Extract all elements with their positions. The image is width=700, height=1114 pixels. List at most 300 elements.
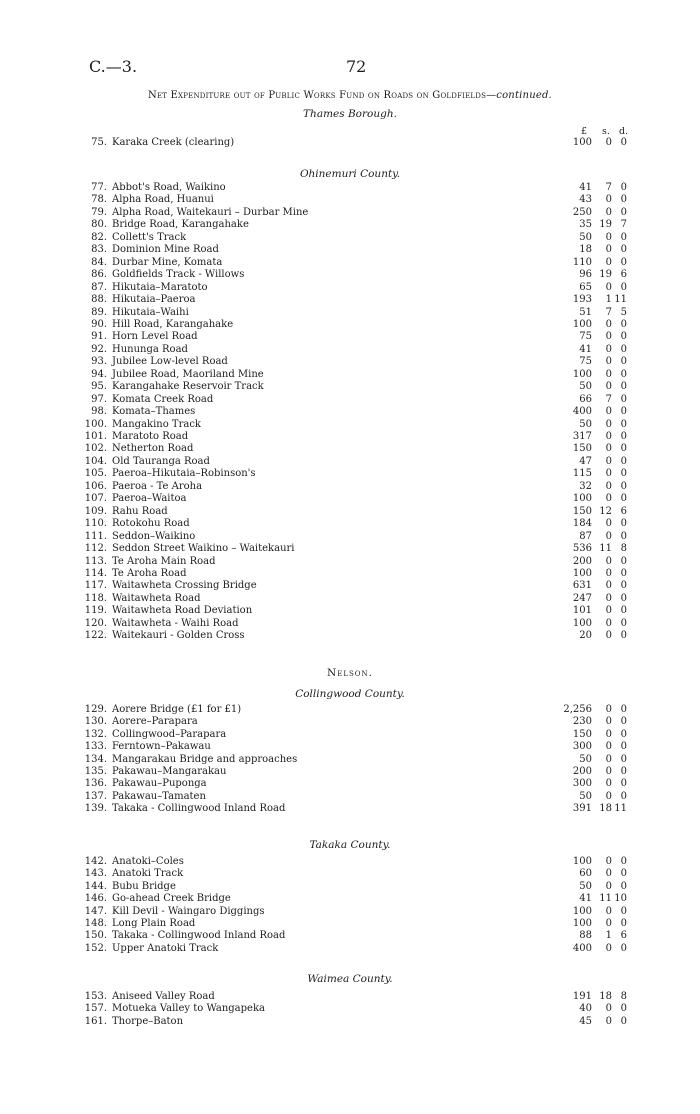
table-row <box>0 918 700 930</box>
amount-pounds: 230 <box>572 716 592 728</box>
amount-pounds: 100 <box>572 905 592 917</box>
item-number: 78. <box>91 194 107 206</box>
amount-pounds: 247 <box>572 592 592 604</box>
road-name: Bridge Road, Karangahake <box>112 219 249 231</box>
amount-pence: 0 <box>620 766 627 777</box>
amount-pounds: 100 <box>572 137 592 148</box>
amount-shillings: 18 <box>599 991 612 1002</box>
pence-header: d. <box>619 126 629 137</box>
table-row <box>0 991 700 1003</box>
road-name: Bubu Bridge <box>112 880 176 892</box>
amount-pence: 11 <box>614 294 627 306</box>
item-number: 104. <box>84 455 107 467</box>
amount-shillings: 0 <box>605 918 612 929</box>
amount-pounds: 100 <box>572 318 592 330</box>
item-number: 150. <box>84 930 107 942</box>
amount-pence: 10 <box>614 893 627 905</box>
amount-pence: 6 <box>620 505 627 517</box>
amount-pounds: 50 <box>579 381 592 393</box>
table-row <box>0 618 700 630</box>
amount-pounds: 45 <box>579 1015 592 1027</box>
amount-pence: 6 <box>620 930 627 942</box>
amount-pounds: 40 <box>579 1003 592 1015</box>
amount-shillings: 0 <box>605 343 612 355</box>
amount-pounds: 150 <box>572 728 592 740</box>
road-name: Pakawau–Mangarakau <box>112 766 227 777</box>
table-row <box>0 729 700 741</box>
road-name: Takaka - Collingwood Inland Road <box>112 930 286 942</box>
road-name: Waitawheta Road Deviation <box>112 605 253 617</box>
amount-pounds: 400 <box>572 942 592 954</box>
amount-pounds: 35 <box>579 219 592 231</box>
item-number: 137. <box>84 790 107 802</box>
amount-pounds: 100 <box>572 617 592 629</box>
road-name: Waitawheta Crossing Bridge <box>112 580 257 592</box>
item-number: 112. <box>84 543 107 555</box>
amount-shillings: 0 <box>605 592 612 604</box>
amount-pounds: 300 <box>572 741 592 753</box>
table-row <box>0 182 700 194</box>
item-number: 107. <box>84 493 107 505</box>
road-name: Hununga Road <box>112 343 188 355</box>
item-number: 86. <box>91 269 107 281</box>
item-number: 148. <box>84 918 107 929</box>
table-row <box>0 893 700 905</box>
road-name: Paeroa–Hikutaia–Robinson's <box>112 468 256 480</box>
table-row <box>0 803 700 815</box>
amount-pounds: 100 <box>572 493 592 505</box>
amount-pounds: 150 <box>572 443 592 455</box>
amount-shillings: 0 <box>605 281 612 293</box>
item-number: 117. <box>84 580 107 592</box>
table-row <box>0 257 700 269</box>
amount-shillings: 0 <box>605 716 612 728</box>
amount-shillings: 0 <box>605 704 612 715</box>
road-name: Seddon Street Waikino – Waitekauri <box>112 543 295 555</box>
district-heading: Nelson. <box>327 667 373 679</box>
amount-shillings: 0 <box>605 580 612 592</box>
amount-pence: 0 <box>620 331 627 343</box>
amount-pounds: 150 <box>572 505 592 517</box>
table-row <box>0 219 700 231</box>
table-row <box>0 531 700 543</box>
amount-shillings: 0 <box>605 617 612 629</box>
amount-pence: 0 <box>620 493 627 505</box>
road-name: Rahu Road <box>112 505 168 517</box>
amount-pounds: 400 <box>572 406 592 418</box>
amount-pounds: 96 <box>579 269 592 281</box>
table-row <box>0 778 700 790</box>
road-name: Collingwood–Parapara <box>112 728 227 740</box>
amount-pence: 0 <box>620 918 627 929</box>
table-row <box>0 704 700 716</box>
table-row <box>0 394 700 406</box>
item-number: 157. <box>84 1003 107 1015</box>
amount-pence: 0 <box>620 356 627 368</box>
table-row <box>0 1003 700 1015</box>
page-number: 72 <box>346 57 367 76</box>
amount-pence: 5 <box>620 306 627 318</box>
amount-pounds: 100 <box>572 368 592 380</box>
road-name: Netherton Road <box>112 443 194 455</box>
table-row <box>0 1016 700 1028</box>
amount-pence: 0 <box>620 567 627 579</box>
amount-shillings: 18 <box>599 803 612 815</box>
amount-pence: 0 <box>620 480 627 492</box>
table-row <box>0 356 700 368</box>
amount-pounds: 631 <box>572 580 592 592</box>
amount-shillings: 7 <box>605 182 612 193</box>
item-number: 105. <box>84 468 107 480</box>
item-number: 161. <box>84 1015 107 1027</box>
table-row <box>0 381 700 393</box>
road-name: Upper Anatoki Track <box>112 942 219 954</box>
amount-pounds: 115 <box>572 468 592 480</box>
road-name: Dominion Mine Road <box>112 244 219 256</box>
item-number: 88. <box>91 294 107 306</box>
item-number: 139. <box>84 803 107 815</box>
item-number: 111. <box>84 530 107 542</box>
amount-pence: 0 <box>620 790 627 802</box>
amount-pounds: 51 <box>579 306 592 318</box>
pounds-header: £ <box>581 126 588 137</box>
item-number: 94. <box>91 368 107 380</box>
amount-pounds: 65 <box>579 281 592 293</box>
amount-shillings: 1 <box>605 930 612 942</box>
amount-shillings: 0 <box>605 942 612 954</box>
amount-pounds: 66 <box>579 393 592 405</box>
amount-pence: 0 <box>620 206 627 218</box>
table-row <box>0 930 700 942</box>
section-heading: Ohinemuri County. <box>299 168 401 180</box>
amount-pence: 0 <box>620 406 627 418</box>
amount-shillings: 0 <box>605 518 612 530</box>
amount-pence: 0 <box>620 256 627 268</box>
amount-pence: 0 <box>620 741 627 753</box>
table-row <box>0 943 700 955</box>
road-name: Kill Devil - Waingaro Diggings <box>112 905 265 917</box>
road-name: Komata–Thames <box>112 406 196 418</box>
amount-pounds: 50 <box>579 753 592 765</box>
amount-pence: 0 <box>620 281 627 293</box>
amount-shillings: 19 <box>599 219 612 231</box>
item-number: 147. <box>84 905 107 917</box>
amount-pounds: 41 <box>579 893 592 905</box>
item-number: 77. <box>91 182 107 193</box>
road-name: Thorpe–Baton <box>112 1015 184 1027</box>
table-row <box>0 207 700 219</box>
item-number: 130. <box>84 716 107 728</box>
road-name: Collett's Track <box>112 231 187 243</box>
amount-pounds: 100 <box>572 918 592 929</box>
table-row <box>0 716 700 728</box>
amount-shillings: 0 <box>605 431 612 442</box>
item-number: 79. <box>91 206 107 218</box>
table-row <box>0 906 700 918</box>
road-name: Te Aroha Main Road <box>112 555 216 567</box>
amount-pence: 11 <box>614 803 627 815</box>
road-name: Aniseed Valley Road <box>112 991 215 1002</box>
amount-pence: 0 <box>620 856 627 867</box>
amount-pence: 7 <box>620 219 627 231</box>
amount-pounds: 536 <box>572 543 592 555</box>
item-number: 152. <box>84 942 107 954</box>
item-number: 135. <box>84 766 107 777</box>
item-number: 132. <box>84 728 107 740</box>
amount-pounds: 391 <box>572 803 592 815</box>
road-name: Alpha Road, Waitekauri – Durbar Mine <box>112 206 309 218</box>
item-number: 119. <box>84 605 107 617</box>
amount-pence: 0 <box>620 617 627 629</box>
table-row <box>0 194 700 206</box>
table-row <box>0 419 700 431</box>
amount-pounds: 50 <box>579 231 592 243</box>
amount-shillings: 0 <box>605 790 612 802</box>
road-name: Aorere–Parapara <box>112 716 198 728</box>
amount-pence: 0 <box>620 555 627 567</box>
table-row <box>0 881 700 893</box>
amount-pence: 0 <box>620 592 627 604</box>
amount-shillings: 0 <box>605 381 612 393</box>
title-text: Net Expenditure out of Public Works Fund on Roads on Goldfields— <box>148 90 497 101</box>
amount-pounds: 50 <box>579 418 592 430</box>
amount-shillings: 0 <box>605 418 612 430</box>
road-name: Anatoki–Coles <box>112 856 184 867</box>
item-number: 144. <box>84 880 107 892</box>
amount-pounds: 193 <box>572 294 592 306</box>
road-name: Waitawheta Road <box>112 592 201 604</box>
amount-pounds: 18 <box>579 244 592 256</box>
amount-pounds: 2,256 <box>563 704 592 715</box>
road-name: Hikutaia–Waihi <box>112 306 189 318</box>
road-name: Horn Level Road <box>112 331 198 343</box>
amount-shillings: 0 <box>605 231 612 243</box>
road-name: Abbot's Road, Waikino <box>112 182 226 193</box>
road-name: Long Plain Road <box>112 918 196 929</box>
item-number: 146. <box>84 893 107 905</box>
item-number: 118. <box>84 592 107 604</box>
item-number: 82. <box>91 231 107 243</box>
table-row <box>0 344 700 356</box>
amount-pence: 0 <box>620 1003 627 1015</box>
amount-shillings: 0 <box>605 455 612 467</box>
road-name: Takaka - Collingwood Inland Road <box>112 803 286 815</box>
road-name: Hill Road, Karangahake <box>112 318 234 330</box>
table-row <box>0 605 700 617</box>
amount-shillings: 0 <box>605 443 612 455</box>
road-name: Paeroa - Te Aroha <box>112 480 203 492</box>
road-name: Ferntown–Pakawau <box>112 741 211 753</box>
amount-pence: 0 <box>620 137 627 148</box>
amount-pounds: 300 <box>572 778 592 790</box>
amount-pence: 0 <box>620 880 627 892</box>
amount-shillings: 0 <box>605 331 612 343</box>
amount-shillings: 0 <box>605 493 612 505</box>
item-number: 129. <box>84 704 107 715</box>
amount-pence: 0 <box>620 716 627 728</box>
amount-shillings: 0 <box>605 1003 612 1015</box>
road-name: Pakawau–Puponga <box>112 778 207 790</box>
amount-shillings: 0 <box>605 137 612 148</box>
road-name: Mangakino Track <box>112 418 201 430</box>
title-continued: continued. <box>496 90 552 101</box>
table-row <box>0 406 700 418</box>
road-name: Go-ahead Creek Bridge <box>112 893 231 905</box>
road-name: Old Tauranga Road <box>112 455 210 467</box>
amount-pence: 0 <box>620 518 627 530</box>
item-number: 90. <box>91 318 107 330</box>
amount-shillings: 12 <box>599 505 612 517</box>
item-number: 113. <box>84 555 107 567</box>
table-row <box>0 331 700 343</box>
item-number: 83. <box>91 244 107 256</box>
amount-shillings: 0 <box>605 555 612 567</box>
amount-pounds: 101 <box>572 605 592 617</box>
item-number: 134. <box>84 753 107 765</box>
road-name: Rotokohu Road <box>112 518 190 530</box>
item-number: 80. <box>91 219 107 231</box>
amount-pence: 0 <box>620 704 627 715</box>
table-row <box>0 468 700 480</box>
amount-pence: 0 <box>620 381 627 393</box>
amount-pounds: 100 <box>572 567 592 579</box>
amount-pounds: 50 <box>579 880 592 892</box>
item-number: 84. <box>91 256 107 268</box>
amount-pounds: 32 <box>579 480 592 492</box>
amount-pence: 0 <box>620 468 627 480</box>
amount-shillings: 0 <box>605 905 612 917</box>
amount-shillings: 1 <box>605 294 612 306</box>
amount-shillings: 0 <box>605 605 612 617</box>
amount-shillings: 11 <box>599 893 612 905</box>
road-name: Waitekauri - Golden Cross <box>112 630 245 642</box>
table-row <box>0 307 700 319</box>
road-name: Jubilee Low-level Road <box>112 356 228 368</box>
road-name: Paeroa–Waitoa <box>112 493 187 505</box>
amount-shillings: 0 <box>605 368 612 380</box>
table-row <box>0 791 700 803</box>
table-row <box>0 443 700 455</box>
amount-pence: 0 <box>620 905 627 917</box>
table-row <box>0 493 700 505</box>
amount-shillings: 0 <box>605 741 612 753</box>
amount-pounds: 41 <box>579 182 592 193</box>
amount-pounds: 75 <box>579 356 592 368</box>
road-name: Seddon–Waikino <box>112 530 196 542</box>
amount-pence: 0 <box>620 942 627 954</box>
amount-shillings: 0 <box>605 206 612 218</box>
amount-shillings: 0 <box>605 868 612 880</box>
amount-pence: 0 <box>620 343 627 355</box>
road-name: Durbar Mine, Komata <box>112 256 223 268</box>
item-number: 110. <box>84 518 107 530</box>
road-name: Hikutaia–Paeroa <box>112 294 196 306</box>
amount-shillings: 0 <box>605 1015 612 1027</box>
road-name: Motueka Valley to Wangapeka <box>112 1003 265 1015</box>
amount-pence: 0 <box>620 778 627 790</box>
table-row <box>0 543 700 555</box>
table-row <box>0 244 700 256</box>
amount-pounds: 88 <box>579 930 592 942</box>
amount-shillings: 0 <box>605 530 612 542</box>
road-name: Pakawau–Tamaten <box>112 790 206 802</box>
amount-pounds: 110 <box>572 256 592 268</box>
amount-shillings: 7 <box>605 306 612 318</box>
amount-pence: 0 <box>620 244 627 256</box>
amount-pence: 0 <box>620 431 627 442</box>
amount-pence: 0 <box>620 455 627 467</box>
amount-shillings: 0 <box>605 468 612 480</box>
amount-shillings: 0 <box>605 244 612 256</box>
amount-pence: 0 <box>620 753 627 765</box>
amount-pounds: 47 <box>579 455 592 467</box>
road-name: Mangarakau Bridge and approaches <box>112 753 298 765</box>
table-row <box>0 506 700 518</box>
amount-pence: 0 <box>620 1015 627 1027</box>
amount-shillings: 0 <box>605 778 612 790</box>
road-name: Jubilee Road, Maoriland Mine <box>112 368 264 380</box>
item-number: 93. <box>91 356 107 368</box>
amount-pounds: 41 <box>579 343 592 355</box>
shillings-header: s. <box>602 126 610 137</box>
amount-shillings: 0 <box>605 256 612 268</box>
road-name: Aorere Bridge (£1 for £1) <box>112 704 242 715</box>
table-row <box>0 630 700 642</box>
amount-pounds: 317 <box>572 431 592 442</box>
item-number: 101. <box>84 431 107 442</box>
table-row <box>0 593 700 605</box>
table-row <box>0 568 700 580</box>
item-number: 89. <box>91 306 107 318</box>
item-number: 98. <box>91 406 107 418</box>
amount-pence: 0 <box>620 728 627 740</box>
road-name: Alpha Road, Huanui <box>112 194 214 206</box>
item-number: 92. <box>91 343 107 355</box>
amount-pounds: 200 <box>572 766 592 777</box>
amount-pence: 0 <box>620 318 627 330</box>
amount-pounds: 20 <box>579 630 592 642</box>
document-code: C.—3. <box>89 57 138 76</box>
table-row <box>0 481 700 493</box>
amount-pence: 8 <box>620 991 627 1002</box>
amount-pence: 6 <box>620 269 627 281</box>
item-number: 136. <box>84 778 107 790</box>
item-number: 102. <box>84 443 107 455</box>
road-name: Goldfields Track - Willows <box>112 269 245 281</box>
table-row <box>0 766 700 778</box>
amount-pounds: 75 <box>579 331 592 343</box>
section-heading: Takaka County. <box>309 839 391 851</box>
amount-shillings: 19 <box>599 269 612 281</box>
amount-pence: 8 <box>620 543 627 555</box>
section-heading: Waimea County. <box>307 973 393 985</box>
amount-shillings: 0 <box>605 880 612 892</box>
road-name: Anatoki Track <box>112 868 184 880</box>
amount-pounds: 100 <box>572 856 592 867</box>
item-number: 91. <box>91 331 107 343</box>
amount-pence: 0 <box>620 443 627 455</box>
item-number: 106. <box>84 480 107 492</box>
amount-pence: 0 <box>620 605 627 617</box>
amount-pence: 0 <box>620 580 627 592</box>
amount-shillings: 0 <box>605 753 612 765</box>
table-row <box>0 868 700 880</box>
road-name: Maratoto Road <box>112 431 189 442</box>
amount-pounds: 191 <box>572 991 592 1002</box>
item-number: 114. <box>84 567 107 579</box>
amount-pounds: 60 <box>579 868 592 880</box>
section-heading: Collingwood County. <box>295 688 405 700</box>
